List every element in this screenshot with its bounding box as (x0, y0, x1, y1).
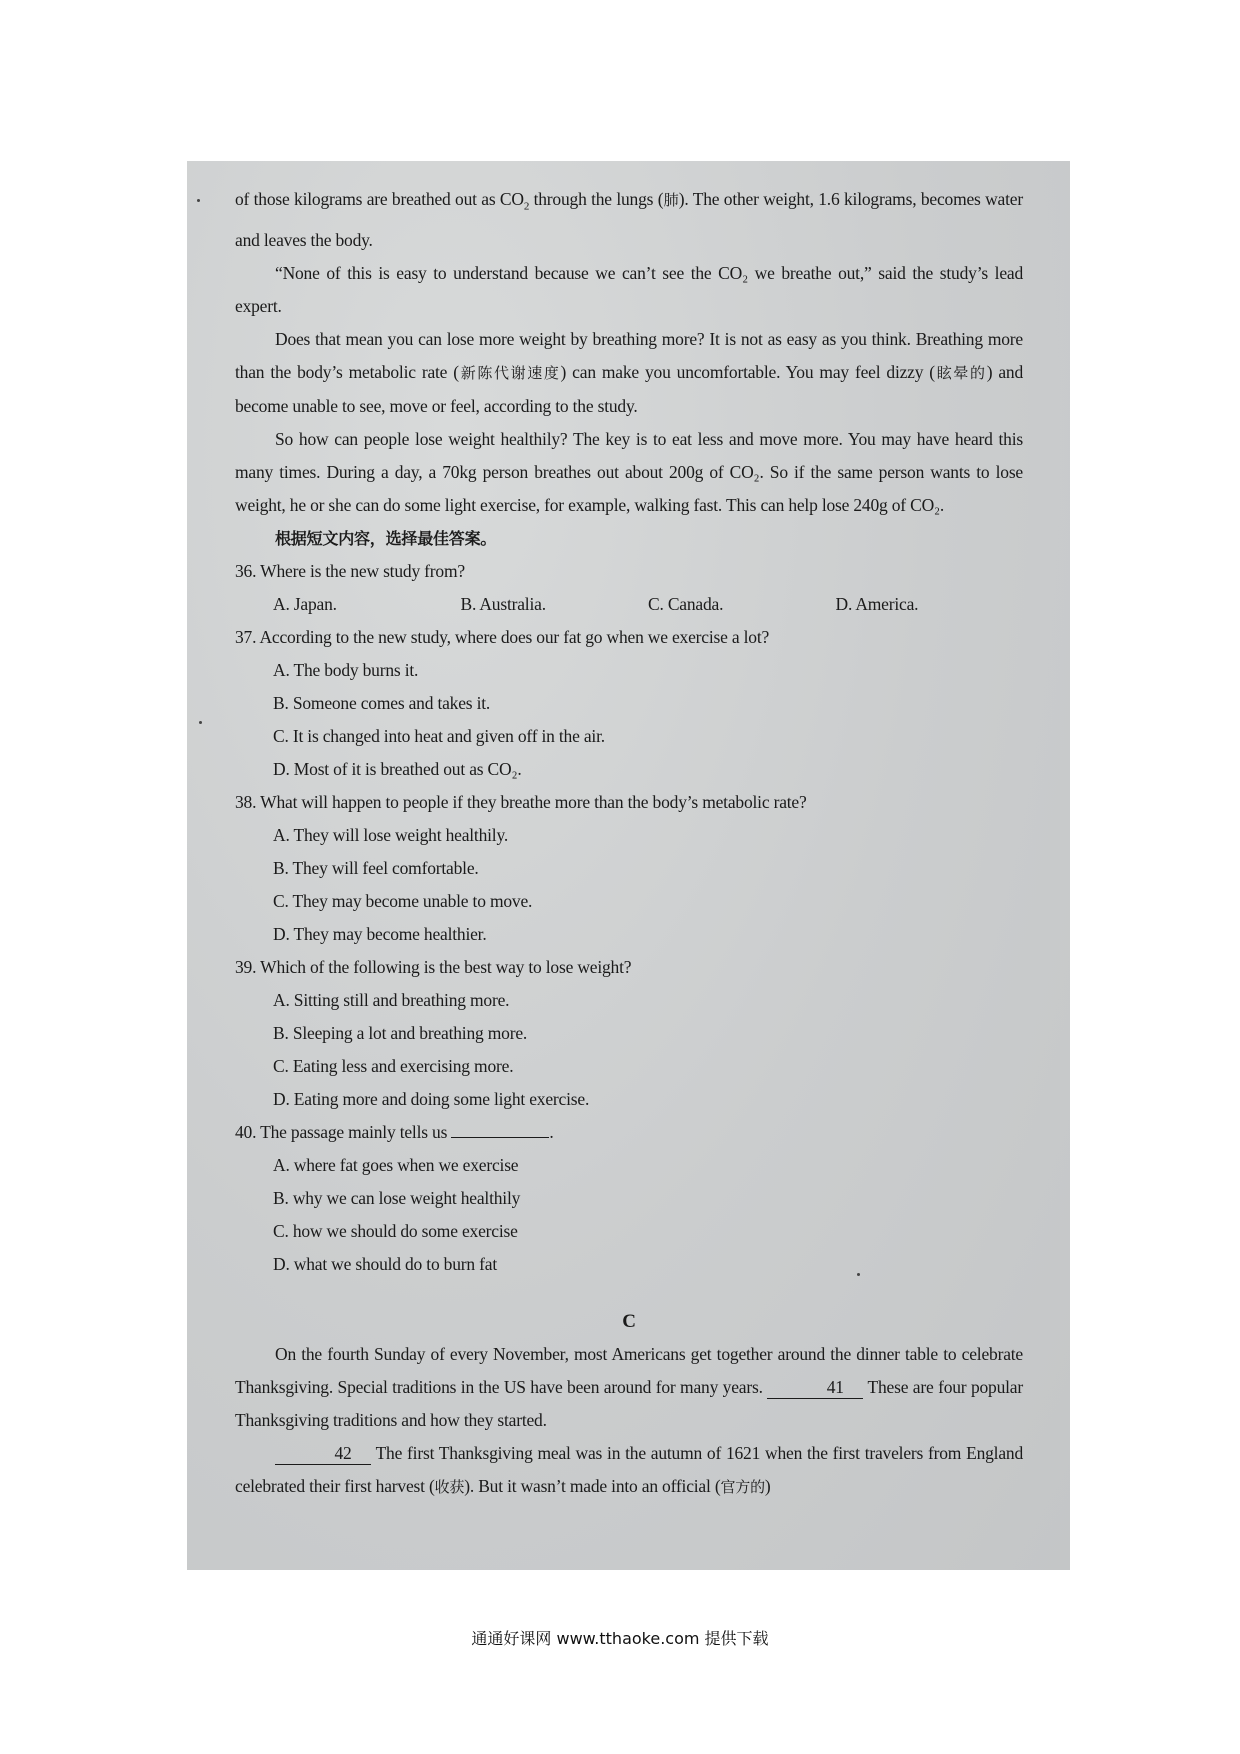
option-b: B. Australia. (460, 593, 546, 614)
text-span: ). But it wasn’t made into an official ( (464, 1475, 721, 1496)
question-stem: 36. Where is the new study from? (235, 560, 465, 581)
text-span: ) can make you uncomfortable. You may feel dizzy ( (560, 361, 935, 382)
question-36 (235, 555, 1023, 621)
section-c-paragraph-1 (235, 1338, 1023, 1437)
text-span: Does that mean you can lose more weight by breathing more? It is not as easy as you think. Breathing more than the body’s metabolic rate ( (235, 328, 1023, 382)
option-c: C. It is changed into heat and given off in the air. (273, 725, 605, 746)
passage-paragraph-4: So how can people lose weight healthily? The key is to eat less and move more. You may have heard this many times. During a day, a 70kg person breathes out about 200g of CO₂. So if the same person wants to lose weight, he or she can do some light exercise, for example, walking fast. This can help lose 240g of CO₂. (235, 428, 1023, 515)
option-b: B. They will feel comfortable. (273, 857, 479, 878)
passage-paragraph-3 (235, 323, 1023, 423)
option-d: D. what we should do to burn fat (273, 1253, 497, 1274)
text-span: ) (764, 1475, 771, 1496)
option-c: C. Canada. (648, 593, 724, 614)
question-stem: 39. Which of the following is the best way to lose weight? (235, 956, 632, 977)
footer-watermark: 通通好课网 www.tthaoke.com 提供下载 (471, 1629, 769, 1648)
question-40 (235, 1116, 1023, 1281)
answer-blank (451, 1137, 549, 1138)
text-span: The first Thanksgiving meal was in the autumn of 1621 when the first travelers from England celebrated their first harvest ( (235, 1442, 1024, 1496)
subscript-2: 2 (523, 200, 530, 213)
passage-paragraph-1 (235, 183, 1023, 257)
option-d: D. Eating more and doing some light exercise. (273, 1088, 590, 1109)
question-stem (235, 1116, 1023, 1149)
option-d: D. America. (835, 593, 919, 614)
option-d: D. Most of it is breathed out as CO₂. (273, 758, 522, 779)
chinese-gloss: 收获 (434, 1477, 465, 1496)
scanned-page (187, 161, 1070, 1570)
text-span: ). The other weight, 1.6 kilograms, becomes water and leaves the body. (235, 189, 1023, 250)
scan-speck (199, 721, 202, 724)
option-a: A. where fat goes when we exercise (273, 1154, 519, 1175)
option-a: A. Japan. (273, 593, 337, 614)
chinese-gloss: 新陈代谢速度 (458, 363, 561, 382)
page-text (235, 183, 1023, 1504)
passage-paragraph-2: “None of this is easy to understand because we can’t see the CO₂ we breathe out,” said the study’s lead expert. (235, 262, 1023, 316)
chinese-gloss: 官方的 (720, 1477, 765, 1496)
option-a: A. They will lose weight healthily. (273, 824, 509, 845)
option-c: C. They may become unable to move. (273, 890, 533, 911)
option-c: C. Eating less and exercising more. (273, 1055, 514, 1076)
scan-speck (197, 199, 200, 202)
question-39 (235, 951, 1023, 1116)
option-a: A. Sitting still and breathing more. (273, 989, 510, 1010)
blank-42: 42 (275, 1442, 371, 1465)
section-heading: C (622, 1310, 636, 1332)
option-b: B. Someone comes and takes it. (273, 692, 491, 713)
option-c: C. how we should do some exercise (273, 1220, 518, 1241)
question-stem: 38. What will happen to people if they breathe more than the body’s metabolic rate? (235, 791, 807, 812)
section-c-paragraph-2 (235, 1437, 1023, 1504)
text-span: 40. The passage mainly tells us (235, 1121, 448, 1142)
question-37 (235, 621, 1023, 786)
options-row (235, 588, 1023, 621)
scan-speck (857, 1273, 860, 1276)
blank-41: 41 (767, 1376, 863, 1399)
option-b: B. Sleeping a lot and breathing more. (273, 1022, 528, 1043)
chinese-gloss: 眩晕的 (934, 363, 987, 382)
question-38 (235, 786, 1023, 951)
instruction: 根据短文内容，选择最佳答案。 (275, 528, 497, 548)
text-span: On the fourth Sunday of every November, most Americans get together around the dinner table to celebrate Thanksgiving. Special traditions in the US have been around for many years. (235, 1343, 1023, 1397)
question-stem: 37. According to the new study, where does our fat go when we exercise a lot? (235, 626, 770, 647)
text-span: through the lungs ( (529, 189, 664, 209)
text-span: of those kilograms are breathed out as CO (235, 189, 524, 209)
text-span: . (549, 1121, 554, 1142)
option-d: D. They may become healthier. (273, 923, 487, 944)
option-b: B. why we can lose weight healthily (273, 1187, 521, 1208)
text-span: ) and become unable to see, move or feel, according to the study. (235, 361, 1023, 416)
chinese-gloss: 肺 (663, 191, 679, 209)
text-span: These are four popular Thanksgiving traditions and how they started. (235, 1376, 1023, 1430)
option-a: A. The body burns it. (273, 659, 419, 680)
